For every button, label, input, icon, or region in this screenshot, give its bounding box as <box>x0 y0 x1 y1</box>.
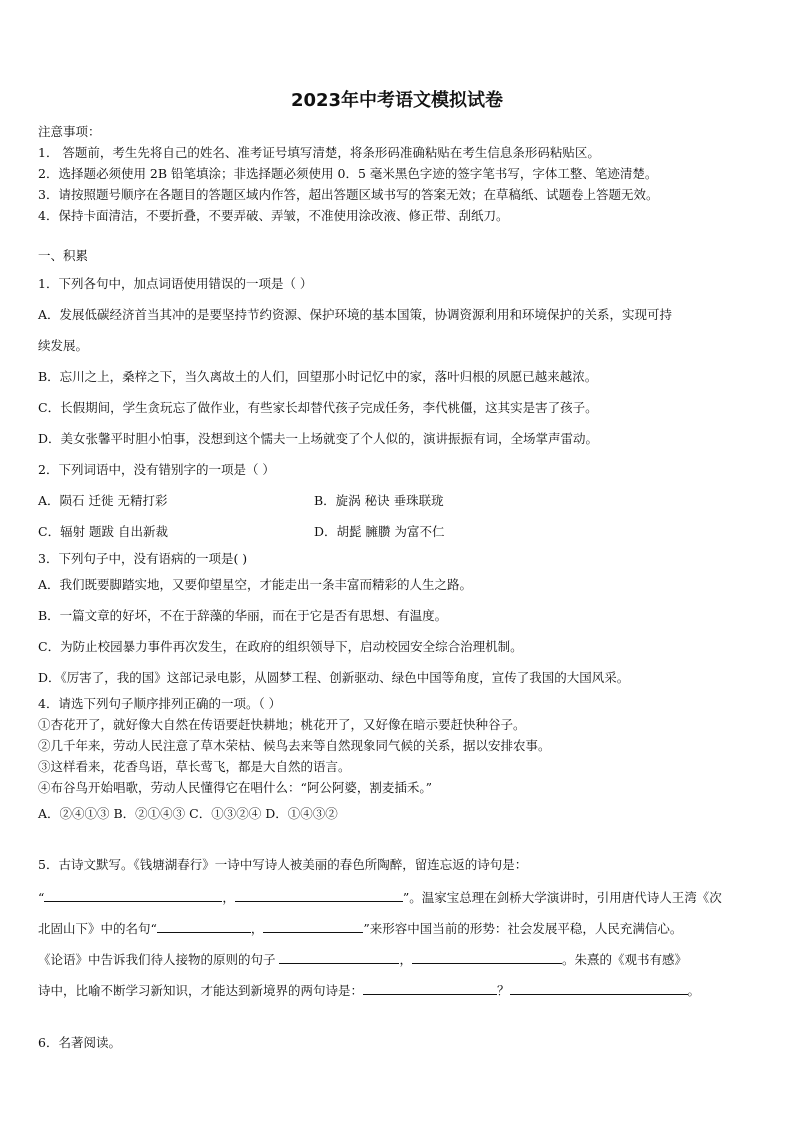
question-2-option-b: B．旋涡 秘诀 垂珠联珑 <box>314 493 444 508</box>
line-text: 。朱熹的《观书有感》 <box>562 952 688 967</box>
comma: ， <box>399 952 412 967</box>
line-text: 诗中，比喻不断学习新知识，才能达到新境界的两句诗是： <box>38 983 364 998</box>
period: 。 <box>687 983 701 998</box>
line-text: 《论语》中告诉我们待人接物的原则的句子 <box>38 952 280 967</box>
question-4-sentence-4: ④布谷鸟开始唱歌，劳动人民懂得它在唱什么：“阿公阿婆，割麦插禾。” <box>38 780 433 795</box>
comma: ， <box>250 921 264 936</box>
question-2-option-c: C．辐射 题跋 自出新裁 <box>38 524 169 539</box>
question-3-option-b: B．一篇文章的好坏，不在于辞藻的华丽，而在于它是否有思想、有温度。 <box>38 608 448 623</box>
question-1-option-a-cont: 续发展。 <box>38 338 89 353</box>
question-3-stem: 3．下列句子中，没有语病的一项是( ) <box>38 551 248 566</box>
question-1-stem: 1．下列各句中，加点词语使用错误的一项是（ ） <box>38 276 313 291</box>
notes-heading: 注意事项： <box>38 124 101 139</box>
answer-blank[interactable] <box>157 920 251 933</box>
note-item: 2．选择题必须使用 2B 铅笔填涂；非选择题必须使用 0．5 毫米黑色字迹的签字笔书写，字体工整、笔迹清楚。 <box>38 166 658 181</box>
question-2-stem: 2．下列词语中，没有错别字的一项是（ ） <box>38 462 275 477</box>
answer-blank[interactable] <box>235 889 403 902</box>
question-2-option-d: D．胡髭 臃臜 为富不仁 <box>314 524 445 539</box>
line-text: 北固山下》中的名句“ <box>38 921 157 936</box>
answer-blank[interactable] <box>279 951 399 964</box>
line-text: ”来形容中国当前的形势：社会发展平稳，人民充满信心。 <box>363 921 683 936</box>
question-4-stem: 4．请选下列句子顺序排列正确的一项。（ ） <box>38 696 282 711</box>
comma: ， <box>222 890 235 905</box>
question-5-line-5 <box>38 982 700 999</box>
question-5-line-2 <box>38 889 722 906</box>
section-heading: 一、积累 <box>38 248 89 263</box>
note-item: 3．请按照题号顺序在各题目的答题区域内作答，超出答题区域书写的答案无效；在草稿纸、试题卷上答题无效。 <box>38 187 659 202</box>
question-4-sentence-3: ③这样看来，花香鸟语，草长莺飞，都是大自然的语言。 <box>38 759 351 774</box>
answer-blank[interactable] <box>263 920 363 933</box>
question-3-option-a: A．我们既要脚踏实地，又要仰望星空，才能走出一条丰富而精彩的人生之路。 <box>38 577 473 592</box>
note-item: 1． 答题前，考生先将自己的姓名、准考证号填写清楚，将条形码准确粘贴在考生信息条形码粘贴区。 <box>38 145 600 160</box>
answer-blank[interactable] <box>510 982 688 995</box>
question-mark: ？ <box>497 983 510 998</box>
note-item: 4．保持卡面清洁，不要折叠，不要弄破、弄皱，不准使用涂改液、修正带、刮纸刀。 <box>38 208 509 223</box>
question-3-option-d: D．《厉害了，我的国》这部记录电影，从圆梦工程、创新驱动、绿色中国等角度，宣传了我国的大国风采。 <box>38 670 630 685</box>
question-5-stem: 5．古诗文默写。《钱塘湖春行》一诗中写诗人被美丽的春色所陶醉，留连忘返的诗句是： <box>38 857 528 872</box>
question-2-option-a: A．陨石 迁徙 无精打彩 <box>38 493 168 508</box>
question-5-line-3 <box>38 920 682 937</box>
quote-open: “ <box>38 890 45 905</box>
question-6-stem: 6．名著阅读。 <box>38 1035 121 1050</box>
line-text: ”。温家宝总理在剑桥大学演讲时，引用唐代诗人王湾《次 <box>402 890 722 905</box>
answer-blank[interactable] <box>44 889 222 902</box>
page-title: 2023年中考语文模拟试卷 <box>290 90 504 111</box>
question-4-options: A．②④①③ B．②①④③ C．①③②④ D．①④③② <box>38 806 338 821</box>
question-3-option-c: C．为防止校园暴力事件再次发生，在政府的组织领导下，启动校园安全综合治理机制。 <box>38 639 523 654</box>
question-1-option-c: C．长假期间，学生贪玩忘了做作业，有些家长却替代孩子完成任务，李代桃僵，这其实是害了孩子。 <box>38 400 598 415</box>
question-4-sentence-1: ①杏花开了，就好像大自然在传语要赶快耕地；桃花开了，又好像在暗示要赶快种谷子。 <box>38 717 526 732</box>
answer-blank[interactable] <box>412 951 562 964</box>
answer-blank[interactable] <box>363 982 497 995</box>
question-1-option-d: D．美女张馨平时胆小怕事，没想到这个懦夫一上场就变了个人似的，演讲振振有词，全场掌声雷动。 <box>38 431 599 446</box>
question-1-option-a: A．发展低碳经济首当其冲的是要坚持节约资源、保护环境的基本国策，协调资源利用和环境保护的关系，实现可持 <box>38 307 673 322</box>
question-5-line-4 <box>38 951 687 968</box>
question-4-sentence-2: ②几千年来，劳动人民注意了草木荣枯、候鸟去来等自然现象同气候的关系，据以安排农事。 <box>38 738 551 753</box>
question-1-option-b: B．忘川之上，桑梓之下，当久离故土的人们，回望那小时记忆中的家，落叶归根的夙愿已越来越浓。 <box>38 369 598 384</box>
